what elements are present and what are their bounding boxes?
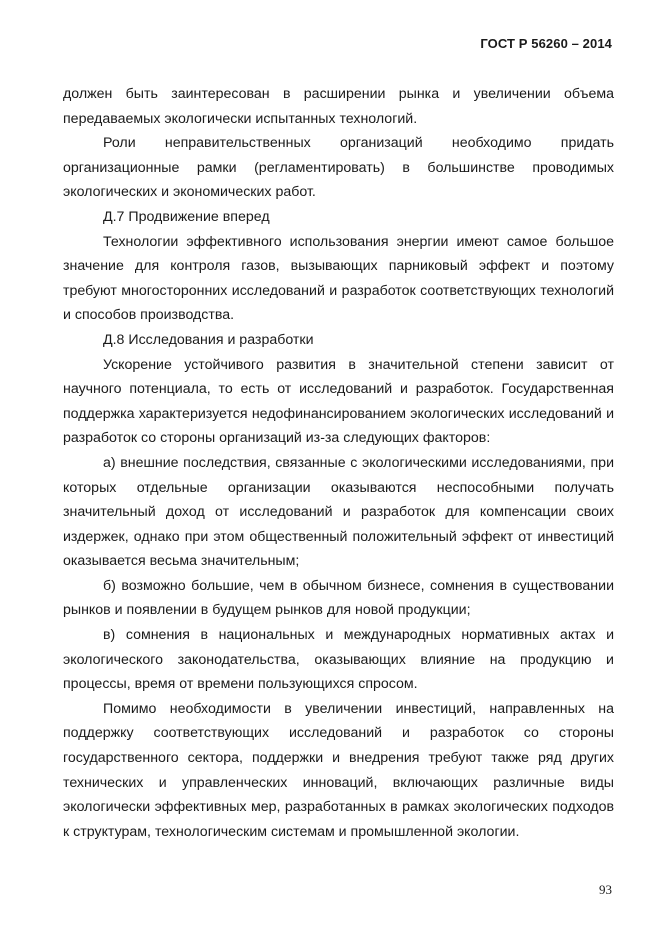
paragraph-ngo-roles: Роли неправительственных организаций необходимо придать организационные рамки (регламентировать) в большинстве проводимых экологических и экономических работ. <box>63 135 614 201</box>
paragraph-energy-technologies: Технологии эффективного использования энергии имеют самое большое значение для контроля газов, вызывающих парниковый эффект и поэтому требуют многосторонних исследований и разработок соответствующих технологий и способов производства. <box>63 233 614 324</box>
paragraph-research-acceleration: Ускорение устойчивого развития в значительной степени зависит от научного потенциала, то есть от исследований и разработок. Государственная поддержка характеризуется недофинансированием экологических исследований и разработок со стороны организаций из-за следующих факторов: <box>63 356 614 447</box>
section-heading-d7: Д.7 Продвижение вперед <box>103 208 270 225</box>
paragraph-continuation: должен быть заинтересован в расширении рынка и увеличении объема передаваемых экологически испытанных технологий. <box>63 86 614 127</box>
page-number: 93 <box>599 882 612 897</box>
document-body <box>63 82 614 844</box>
document-id: ГОСТ Р 56260 – 2014 <box>480 36 612 51</box>
list-item-b: б) возможно большие, чем в обычном бизнесе, сомнения в существовании рынков и появлении в будущем рынков для новой продукции; <box>63 577 614 619</box>
paragraph-innovation-support: Помимо необходимости в увеличении инвестиций, направленных на поддержку соответствующих исследований и разработок со стороны государственного сектора, поддержки и внедрения требуют также ряд других технических и управленческих инноваций, включающих различные виды экологически эффективных мер, разработанных в рамках экологических подходов к структурам, технологическим системам и промышленной экологии. <box>63 700 614 840</box>
document-header <box>480 36 612 51</box>
section-heading-d8: Д.8 Исследования и разработки <box>103 331 314 348</box>
list-item-a: а) внешние последствия, связанные с экологическими исследованиями, при которых отдельные организации оказываются неспособными получать значительный доход от исследований и разработок для компенсации своих издержек, однако при этом общественный положительный эффект от инвестиций оказывается весьма значительным; <box>63 454 614 570</box>
list-item-c: в) сомнения в национальных и международных нормативных актах и экологического законодательства, оказывающих влияние на продукцию и процессы, время от времени пользующихся спросом. <box>63 627 614 693</box>
